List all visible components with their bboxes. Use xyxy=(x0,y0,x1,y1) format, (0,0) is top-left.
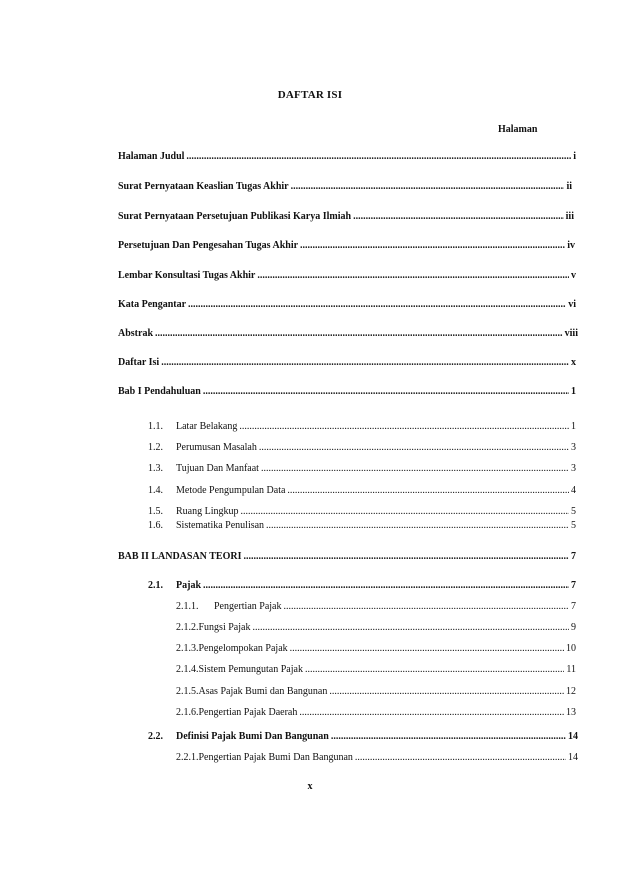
toc-subsection-number: 2.1.6. xyxy=(176,707,199,718)
toc-entry[interactable] xyxy=(118,357,576,369)
toc-subsection-number: 2.1.1. xyxy=(176,601,199,612)
toc-section-number: 1.5. xyxy=(148,506,163,517)
toc-entry-label: Surat Pernyataan Keaslian Tugas Akhir xyxy=(118,181,289,192)
toc-leader-dots xyxy=(283,601,569,613)
toc-subsection-label: Pengertian Pajak Bumi Dan Bangunan xyxy=(198,752,353,763)
toc-leader-dots xyxy=(300,240,565,252)
toc-subsection-number: 2.1.3. xyxy=(176,643,199,654)
toc-section-label: Pajak xyxy=(176,580,201,591)
toc-entry-page: v xyxy=(571,270,576,281)
toc-leader-dots xyxy=(186,151,571,163)
toc-subsection-label: Pengertian Pajak Daerah xyxy=(198,707,298,718)
toc-entry[interactable] xyxy=(118,211,574,223)
toc-section-number: 1.6. xyxy=(148,520,163,531)
toc-entry-label: Halaman Judul xyxy=(118,151,185,162)
toc-section[interactable] xyxy=(148,463,576,475)
toc-leader-dots xyxy=(188,299,566,311)
toc-leader-dots xyxy=(261,463,569,475)
toc-subsection-page: 9 xyxy=(571,622,576,633)
toc-section-label: Sistematika Penulisan xyxy=(176,520,265,531)
toc-subsection-label: Asas Pajak Bumi dan Bangunan xyxy=(198,686,328,697)
toc-section[interactable] xyxy=(148,442,576,454)
toc-section-label: Metode Pengumpulan Data xyxy=(176,485,286,496)
toc-entry[interactable] xyxy=(118,386,576,398)
toc-leader-dots xyxy=(287,485,569,497)
toc-entry-page: x xyxy=(571,357,576,368)
toc-subsection[interactable] xyxy=(176,707,576,719)
toc-section-label: Latar Belakang xyxy=(176,421,238,432)
toc-entry-label: BAB II LANDASAN TEORI xyxy=(118,551,242,562)
toc-entry-page: iv xyxy=(567,240,575,251)
toc-leader-dots xyxy=(331,731,566,743)
toc-subsection[interactable] xyxy=(176,664,576,676)
toc-leader-dots xyxy=(252,622,569,634)
toc-subsection-label: Pengelompokan Pajak xyxy=(198,643,288,654)
toc-entry[interactable] xyxy=(118,240,575,252)
toc-entry-page: iii xyxy=(565,211,574,222)
toc-section[interactable] xyxy=(148,421,576,433)
toc-leader-dots xyxy=(241,506,570,518)
toc-subsection-page: 12 xyxy=(566,686,576,697)
toc-section-page: 5 xyxy=(571,506,576,517)
toc-section-page: 7 xyxy=(571,580,576,591)
toc-subsection-label: Fungsi Pajak xyxy=(198,622,251,633)
toc-section[interactable] xyxy=(148,731,578,743)
toc-subsection-label: Sistem Pemungutan Pajak xyxy=(198,664,303,675)
toc-subsection-page: 14 xyxy=(568,752,578,763)
toc-subsection-number: 2.1.5. xyxy=(176,686,199,697)
toc-entry-page: ii xyxy=(566,181,572,192)
toc-entry-label: Surat Pernyataan Persetujuan Publikasi Karya Ilmiah xyxy=(118,211,352,222)
toc-subsection[interactable] xyxy=(176,601,576,613)
toc-leader-dots xyxy=(155,328,563,340)
toc-leader-dots xyxy=(203,580,569,592)
toc-entry[interactable] xyxy=(118,151,576,163)
toc-subsection-page: 10 xyxy=(566,643,576,654)
toc-subsection-page: 7 xyxy=(571,601,576,612)
toc-entry[interactable] xyxy=(118,328,578,340)
toc-section[interactable] xyxy=(148,506,576,518)
toc-leader-dots xyxy=(355,752,566,764)
toc-leader-dots xyxy=(203,386,569,398)
toc-leader-dots xyxy=(290,643,564,655)
toc-entry-label: Daftar Isi xyxy=(118,357,160,368)
toc-leader-dots xyxy=(239,421,569,433)
page-title: DAFTAR ISI xyxy=(277,89,343,101)
toc-section-page: 3 xyxy=(571,463,576,474)
toc-entry[interactable] xyxy=(118,181,572,193)
toc-section-number: 1.1. xyxy=(148,421,163,432)
toc-section-number: 2.2. xyxy=(148,731,163,742)
toc-section-label: Ruang Lingkup xyxy=(176,506,239,517)
toc-subsection[interactable] xyxy=(176,686,576,698)
toc-section-label: Tujuan Dan Manfaat xyxy=(176,463,259,474)
toc-entry-page: 7 xyxy=(571,551,576,562)
toc-section-number: 1.2. xyxy=(148,442,163,453)
toc-entry[interactable] xyxy=(118,299,576,311)
toc-subsection-page: 13 xyxy=(566,707,576,718)
toc-section-number: 1.4. xyxy=(148,485,163,496)
toc-entry-label: Bab I Pendahuluan xyxy=(118,386,201,397)
toc-leader-dots xyxy=(266,520,569,532)
page-column-header: Halaman xyxy=(498,124,538,135)
toc-leader-dots xyxy=(305,664,564,676)
toc-section-number: 2.1. xyxy=(148,580,163,591)
toc-leader-dots xyxy=(243,551,569,563)
toc-entry[interactable] xyxy=(118,270,576,282)
page-number: x xyxy=(307,781,313,792)
toc-entry[interactable] xyxy=(118,551,576,563)
toc-entry-label: Abstrak xyxy=(118,328,154,339)
toc-section-page: 4 xyxy=(571,485,576,496)
toc-subsection-number: 2.1.4. xyxy=(176,664,199,675)
toc-leader-dots xyxy=(161,357,569,369)
toc-leader-dots xyxy=(353,211,564,223)
toc-entry-page: i xyxy=(573,151,576,162)
toc-entry-page: viii xyxy=(564,328,578,339)
toc-subsection[interactable] xyxy=(176,752,578,764)
toc-section-page: 14 xyxy=(568,731,578,742)
toc-section-number: 1.3. xyxy=(148,463,163,474)
toc-subsection-label: Pengertian Pajak xyxy=(214,601,282,612)
toc-section-label: Definisi Pajak Bumi Dan Bangunan xyxy=(176,731,329,742)
toc-entry-label: Persetujuan Dan Pengesahan Tugas Akhir xyxy=(118,240,299,251)
toc-entry-label: Kata Pengantar xyxy=(118,299,187,310)
toc-section-label: Perumusan Masalah xyxy=(176,442,257,453)
toc-leader-dots xyxy=(299,707,564,719)
toc-entry-page: 1 xyxy=(571,386,576,397)
toc-section[interactable] xyxy=(148,485,576,497)
toc-subsection-number: 2.2.1. xyxy=(176,752,199,763)
toc-entry-page: vi xyxy=(568,299,576,310)
toc-subsection[interactable] xyxy=(176,643,576,655)
toc-section[interactable] xyxy=(148,520,576,532)
toc-subsection[interactable] xyxy=(176,622,576,634)
toc-leader-dots xyxy=(291,181,565,193)
toc-section[interactable] xyxy=(148,580,576,592)
toc-section-page: 1 xyxy=(571,421,576,432)
toc-leader-dots xyxy=(259,442,569,454)
toc-section-page: 3 xyxy=(571,442,576,453)
toc-leader-dots xyxy=(329,686,564,698)
toc-leader-dots xyxy=(257,270,569,282)
toc-entry-label: Lembar Konsultasi Tugas Akhir xyxy=(118,270,256,281)
toc-subsection-number: 2.1.2. xyxy=(176,622,199,633)
toc-section-page: 5 xyxy=(571,520,576,531)
toc-subsection-page: 11 xyxy=(566,664,576,675)
